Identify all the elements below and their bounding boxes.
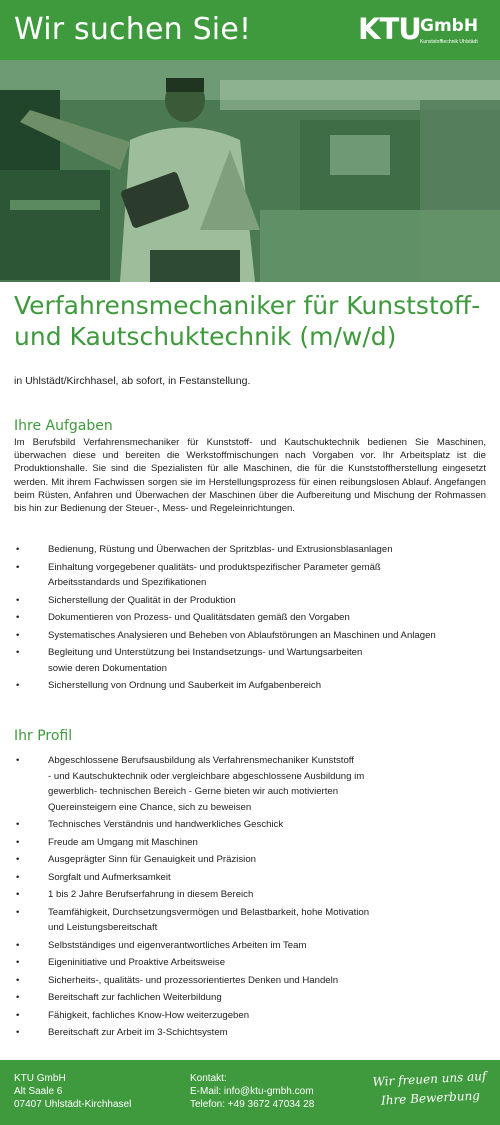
profil-list-item-text: Ausgeprägter Sinn für Genauigkeit und Präzision <box>48 854 256 865</box>
logo-ktu: KTU <box>358 12 421 46</box>
aufgaben-list-item <box>14 610 484 626</box>
aufgaben-intro: Im Berufsbild Verfahrensmechaniker für Kunststoff- und Kautschuktechnik bedienen Sie Maschinen, überwachen diese und bereiten die Werkstoffmischungen nach Vorgaben vor. Ihr Arbeitsplatz ist die Produktionshalle. Sie sind die Spezialisten für alle Maschinen, die für die Kunststoffherstellung eingesetzt werden. Mit ihrem Fachwissen sorgen sie im Herstellungsprozess für einen reibungslosen Ablauf. Angefangen beim Rüsten, Anfahren und Überwachen der Maschinen über die Aufbereitung und Mischung der Rohmassen bis hin zur Bedienung der Steuer-, Mess- und Regeleinrichtungen. <box>14 437 486 515</box>
bullet-icon: • <box>16 836 20 848</box>
bullet-icon: • <box>16 755 20 766</box>
footer-phone[interactable]: Telefon: +49 3672 47034 28 <box>190 1099 315 1110</box>
profil-list-item-text: Sicherheits-, qualitäts- und prozessorientiertes Denken und Handeln <box>48 974 339 986</box>
profil-list-item-text: gewerblich- technischen Bereich - Gerne bieten wir auch motivierten <box>48 786 339 797</box>
bullet-icon: • <box>16 974 20 986</box>
profil-list-item-text: Eigeninitiative und Proaktive Arbeitsweise <box>48 957 226 968</box>
profil-list-item <box>14 1008 484 1024</box>
aufgaben-list-item-text: Sicherstellung von Ordnung und Sauberkeit im Aufgabenbereich <box>48 680 322 691</box>
signature-greeting <box>369 1067 491 1111</box>
logo-gmbh: GmbH <box>420 16 479 36</box>
profil-list-item <box>14 835 484 851</box>
aufgaben-list <box>14 542 484 696</box>
profil-list-item-text: - und Kautschuktechnik oder vergleichbare abgeschlossene Ausbildung im <box>48 770 365 782</box>
footer <box>0 1060 500 1125</box>
profil-list-item <box>14 905 484 936</box>
profil-list-item <box>14 955 484 971</box>
profil-list-item <box>14 817 484 833</box>
profil-list-item <box>14 938 484 954</box>
aufgaben-list-item <box>14 593 484 609</box>
bullet-icon: • <box>16 992 20 1003</box>
bullet-icon: • <box>16 629 20 641</box>
bullet-icon: • <box>16 594 20 606</box>
aufgaben-list-item-text: Arbeitsstandards und Spezifikationen <box>48 577 207 588</box>
bullet-icon: • <box>16 544 20 555</box>
bullet-icon: • <box>16 647 20 658</box>
aufgaben-list-item-text: Bedienung, Rüstung und Überwachen der Spritzblas- und Extrusionsblasanlagen <box>48 544 393 555</box>
bullet-icon: • <box>16 1009 20 1021</box>
profil-list-item-text: Teamfähigkeit, Durchsetzungsvermögen und Belastbarkeit, hohe Motivation <box>48 906 370 918</box>
aufgaben-list-item-text: sowie deren Dokumentation <box>48 662 167 674</box>
bullet-icon: • <box>16 819 20 830</box>
profil-list-item <box>14 990 484 1006</box>
aufgaben-list-item <box>14 645 484 676</box>
aufgaben-list-item-text: Begleitung und Unterstützung bei Instandsetzungs- und Wartungsarbeiten <box>48 647 363 658</box>
signature-line-2: Ihre Bewerbung <box>380 1088 481 1108</box>
profil-list-item-text: Abgeschlossene Berufsausbildung als Verfahrensmechaniker Kunststoff <box>48 755 354 766</box>
bullet-icon: • <box>16 906 20 918</box>
bullet-icon: • <box>16 612 20 623</box>
profil-list-item <box>14 870 484 886</box>
aufgaben-list-item-text: Systematisches Analysieren und Beheben von Ablaufstörungen an Maschinen und Anlagen <box>48 629 436 641</box>
footer-company: KTU GmbH <box>14 1073 66 1084</box>
footer-contact-label: Kontakt: <box>190 1073 227 1084</box>
aufgaben-list-item <box>14 542 484 558</box>
profil-list-item-text: Quereinsteigern eine Chance, sich zu beweisen <box>48 801 252 813</box>
profil-list-item-text: Sorgfalt und Aufmerksamkeit <box>48 871 171 883</box>
profil-list-item <box>14 973 484 989</box>
profil-list-item-text: Bereitschaft zur fachlichen Weiterbildung <box>48 992 222 1003</box>
profil-list-item <box>14 753 484 815</box>
profil-list-item <box>14 1025 484 1041</box>
bullet-icon: • <box>16 957 20 968</box>
profil-list-item-text: Fähigkeit, fachliches Know-How weiterzugeben <box>48 1009 250 1021</box>
profil-list <box>14 753 484 1043</box>
job-subtitle: in Uhlstädt/Kirchhasel, ab sofort, in Festanstellung. <box>14 375 251 387</box>
profil-list-item-text: Technisches Verständnis und handwerkliches Geschick <box>48 819 284 830</box>
aufgaben-list-item-text: Dokumentieren von Prozess- und Qualitätsdaten gemäß den Vorgaben <box>48 612 350 623</box>
job-title-line-1: Verfahrensmechaniker für Kunststoff- <box>14 291 481 320</box>
header-title: Wir suchen Sie! <box>14 12 252 47</box>
aufgaben-list-item <box>14 560 484 591</box>
aufgaben-list-item <box>14 628 484 644</box>
aufgaben-list-item-text: Sicherstellung der Qualität in der Produktion <box>48 594 236 606</box>
profil-list-item-text: und Leistungsbereitschaft <box>48 922 158 933</box>
bullet-icon: • <box>16 1027 20 1038</box>
logo-subtitle: Kunststofftechnik Uhlstädt <box>420 39 478 45</box>
footer-city: 07407 Uhlstädt-Kirchhasel <box>14 1099 132 1110</box>
company-logo <box>358 12 490 50</box>
aufgaben-list-item-text: Einhaltung vorgegebener qualitäts- und produktspezifischer Parameter gemäß <box>48 561 381 573</box>
profil-list-item <box>14 852 484 868</box>
footer-street: Alt Saale 6 <box>14 1086 63 1097</box>
aufgaben-list-item <box>14 678 484 694</box>
aufgaben-heading: Ihre Aufgaben <box>14 418 113 434</box>
bullet-icon: • <box>16 680 20 691</box>
footer-address <box>14 1072 131 1111</box>
profil-list-item <box>14 887 484 903</box>
bullet-icon: • <box>16 889 20 900</box>
footer-contact <box>190 1072 314 1111</box>
bullet-icon: • <box>16 561 20 573</box>
profil-list-item-text: 1 bis 2 Jahre Berufserfahrung in diesem Bereich <box>48 889 254 900</box>
footer-email[interactable]: E-Mail: info@ktu-gmbh.com <box>190 1086 314 1097</box>
profil-list-item-text: Freude am Umgang mit Maschinen <box>48 836 198 848</box>
profil-heading: Ihr Profil <box>14 728 73 744</box>
header-banner <box>0 0 500 60</box>
signature-line-1: Wir freuen uns auf <box>372 1069 487 1089</box>
bullet-icon: • <box>16 854 20 865</box>
worker-with-tablet-photo-icon <box>0 60 500 282</box>
job-title <box>14 290 494 352</box>
profil-list-item-text: Selbstständiges und eigenverantwortliches Arbeiten im Team <box>48 939 307 951</box>
job-title-line-2: und Kautschuktechnik (m/w/d) <box>14 322 397 351</box>
bullet-icon: • <box>16 939 20 951</box>
bullet-icon: • <box>16 871 20 883</box>
profil-list-item-text: Bereitschaft zur Arbeit im 3-Schichtsystem <box>48 1027 228 1038</box>
worker-photo <box>0 60 500 282</box>
